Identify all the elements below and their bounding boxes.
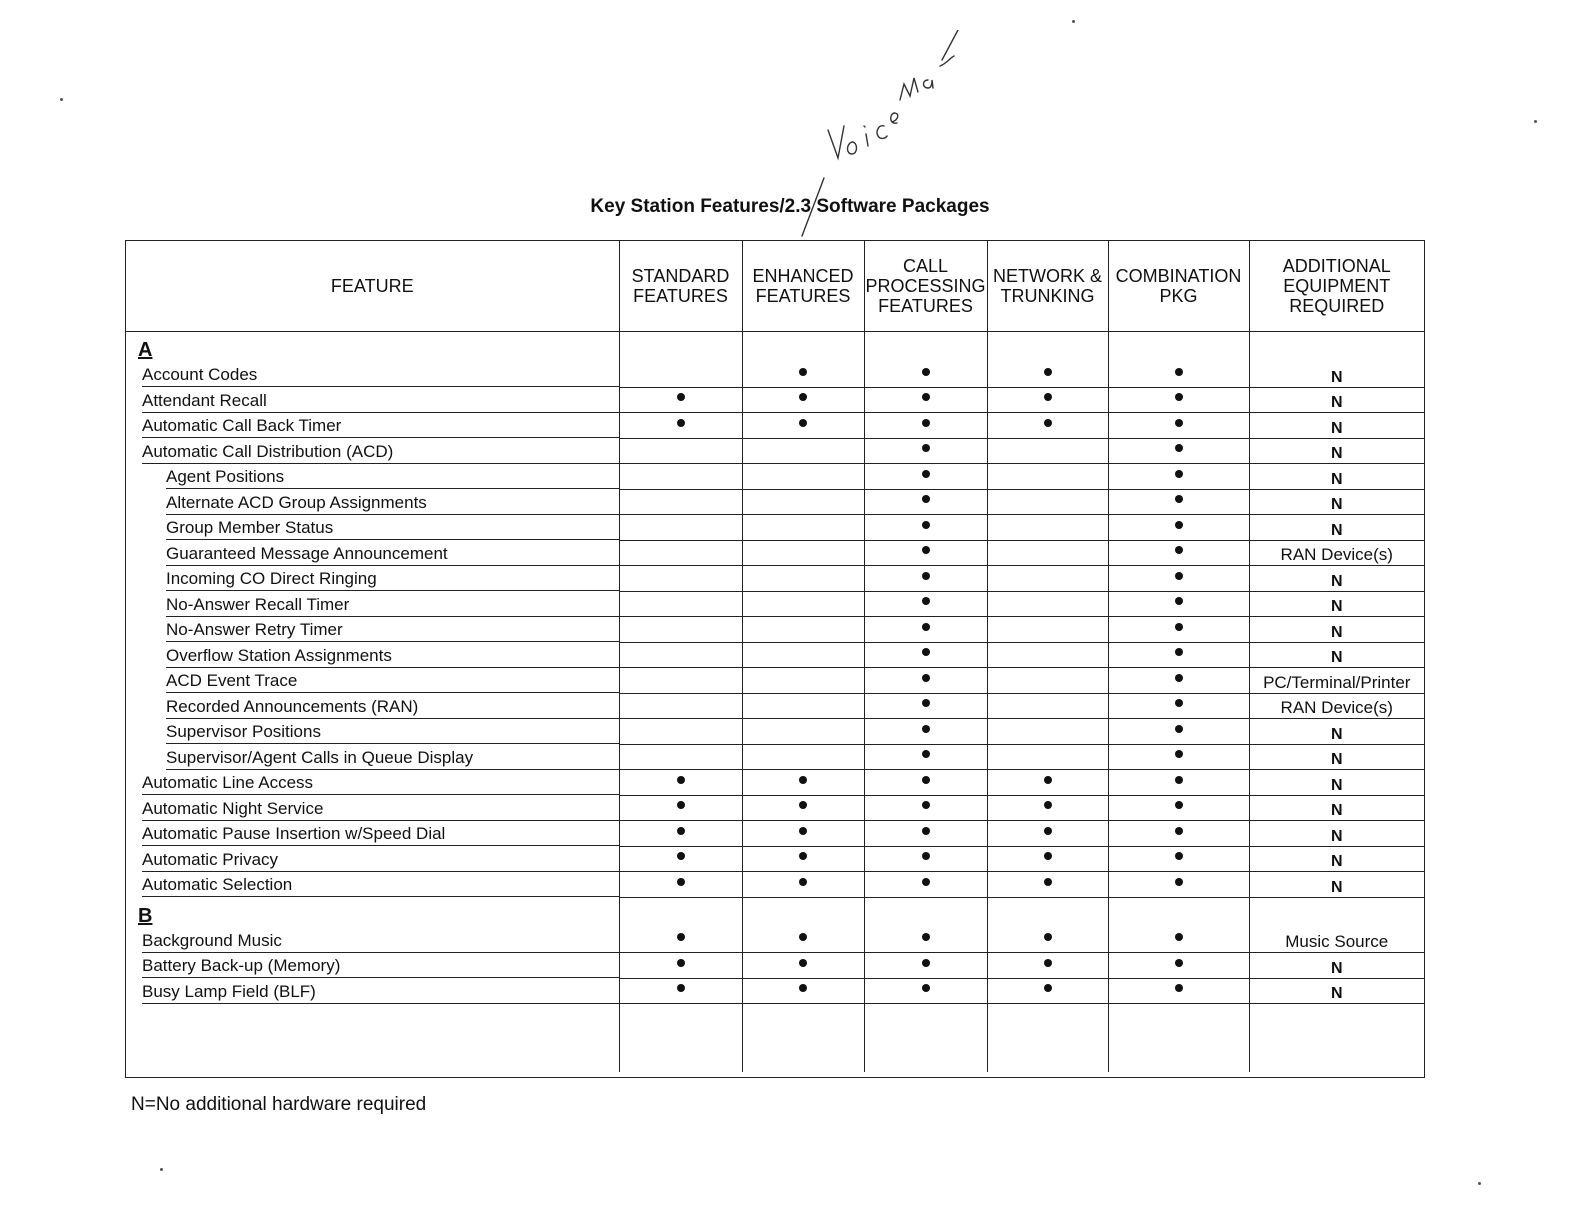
included-dot-icon (1044, 852, 1052, 860)
feature-label: Automatic Pause Insertion w/Speed Dial (142, 824, 619, 846)
cell-combination (1108, 770, 1249, 796)
feature-label: Recorded Announcements (RAN) (166, 697, 619, 719)
cell-standard (619, 821, 742, 847)
included-dot-icon (677, 393, 685, 401)
features-table-frame (125, 240, 1425, 1078)
cell-network (987, 872, 1108, 898)
additional-equipment-value: RAN Device(s) (1249, 540, 1424, 566)
cell-network (987, 978, 1108, 1004)
feature-label: Group Member Status (166, 518, 619, 540)
included-dot-icon (1175, 878, 1183, 886)
feature-label: Background Music (142, 931, 619, 953)
cell-combination (1108, 566, 1249, 592)
cell-enhanced (742, 744, 864, 770)
cell-call-processing (864, 668, 987, 694)
included-dot-icon (922, 521, 930, 529)
scan-speck (1478, 1182, 1481, 1185)
included-dot-icon (799, 776, 807, 784)
included-dot-icon (922, 623, 930, 631)
included-dot-icon (799, 368, 807, 376)
included-dot-icon (922, 750, 930, 758)
cell-network (987, 719, 1108, 745)
included-dot-icon (677, 776, 685, 784)
additional-equipment-value: Music Source (1249, 928, 1424, 953)
cell-combination (1108, 821, 1249, 847)
table-row (126, 515, 1424, 541)
additional-equipment-value: N (1249, 821, 1424, 847)
table-row (126, 846, 1424, 872)
cell-network (987, 928, 1108, 953)
cell-standard (619, 591, 742, 617)
cell-enhanced (742, 413, 864, 439)
cell-network (987, 795, 1108, 821)
included-dot-icon (922, 495, 930, 503)
additional-equipment-value: N (1249, 642, 1424, 668)
cell-combination (1108, 953, 1249, 979)
table-row (126, 413, 1424, 439)
included-dot-icon (922, 444, 930, 452)
included-dot-icon (922, 827, 930, 835)
included-dot-icon (1175, 572, 1183, 580)
included-dot-icon (1175, 852, 1183, 860)
scan-speck (60, 98, 63, 101)
cell-standard (619, 515, 742, 541)
cell-combination (1108, 413, 1249, 439)
included-dot-icon (799, 852, 807, 860)
table-row (126, 693, 1424, 719)
feature-label: Automatic Line Access (142, 773, 619, 795)
included-dot-icon (1175, 725, 1183, 733)
included-dot-icon (1175, 393, 1183, 401)
cell-standard (619, 770, 742, 796)
included-dot-icon (677, 801, 685, 809)
included-dot-icon (799, 801, 807, 809)
cell-call-processing (864, 489, 987, 515)
included-dot-icon (1175, 470, 1183, 478)
additional-equipment-value: N (1249, 438, 1424, 464)
included-dot-icon (799, 933, 807, 941)
included-dot-icon (1044, 959, 1052, 967)
cell-enhanced (742, 617, 864, 643)
table-row (126, 438, 1424, 464)
feature-label: Automatic Night Service (142, 799, 619, 821)
included-dot-icon (677, 419, 685, 427)
cell-combination (1108, 387, 1249, 413)
included-dot-icon (1175, 984, 1183, 992)
cell-network (987, 540, 1108, 566)
cell-standard (619, 693, 742, 719)
cell-standard (619, 413, 742, 439)
included-dot-icon (922, 801, 930, 809)
included-dot-icon (922, 674, 930, 682)
section-row-a (126, 332, 1424, 363)
cell-call-processing (864, 795, 987, 821)
cell-network (987, 642, 1108, 668)
cell-network (987, 770, 1108, 796)
feature-label: No-Answer Recall Timer (166, 595, 619, 617)
cell-enhanced (742, 795, 864, 821)
included-dot-icon (1175, 419, 1183, 427)
cell-combination (1108, 719, 1249, 745)
cell-enhanced (742, 668, 864, 694)
table-row (126, 872, 1424, 898)
included-dot-icon (1175, 827, 1183, 835)
section-label-b: B (138, 904, 153, 927)
additional-equipment-value: N (1249, 591, 1424, 617)
cell-enhanced (742, 770, 864, 796)
cell-standard (619, 744, 742, 770)
cell-enhanced (742, 928, 864, 953)
cell-call-processing (864, 591, 987, 617)
cell-standard (619, 795, 742, 821)
table-row (126, 744, 1424, 770)
included-dot-icon (1175, 674, 1183, 682)
included-dot-icon (922, 368, 930, 376)
cell-combination (1108, 744, 1249, 770)
cell-enhanced (742, 642, 864, 668)
cell-enhanced (742, 515, 864, 541)
table-row (126, 953, 1424, 979)
table-row (126, 978, 1424, 1004)
feature-label: ACD Event Trace (166, 671, 619, 693)
additional-equipment-value: N (1249, 719, 1424, 745)
included-dot-icon (799, 827, 807, 835)
cell-call-processing (864, 744, 987, 770)
cell-enhanced (742, 693, 864, 719)
cell-standard (619, 540, 742, 566)
feature-label: Supervisor/Agent Calls in Queue Display (166, 748, 619, 770)
cell-standard (619, 872, 742, 898)
included-dot-icon (799, 959, 807, 967)
cell-combination (1108, 617, 1249, 643)
additional-equipment-value: N (1249, 770, 1424, 796)
cell-network (987, 566, 1108, 592)
header-combination: COMBINATION PKG (1108, 241, 1249, 332)
cell-call-processing (864, 928, 987, 953)
cell-network (987, 821, 1108, 847)
included-dot-icon (922, 648, 930, 656)
cell-combination (1108, 872, 1249, 898)
cell-enhanced (742, 438, 864, 464)
cell-standard (619, 438, 742, 464)
header-additional: ADDITIONAL EQUIPMENT REQUIRED (1249, 241, 1424, 332)
scan-speck (1534, 120, 1537, 123)
additional-equipment-value: N (1249, 566, 1424, 592)
cell-standard (619, 566, 742, 592)
cell-enhanced (742, 821, 864, 847)
cell-enhanced (742, 387, 864, 413)
cell-combination (1108, 928, 1249, 953)
header-network: NETWORK & TRUNKING (987, 241, 1108, 332)
header-call-processing: CALL PROCESSING FEATURES (864, 241, 987, 332)
cell-call-processing (864, 770, 987, 796)
cell-network (987, 387, 1108, 413)
cell-combination (1108, 489, 1249, 515)
included-dot-icon (1044, 776, 1052, 784)
cell-standard (619, 464, 742, 490)
cell-enhanced (742, 591, 864, 617)
additional-equipment-value: N (1249, 515, 1424, 541)
included-dot-icon (1175, 546, 1183, 554)
feature-label: Agent Positions (166, 467, 619, 489)
table-row (126, 591, 1424, 617)
table-row (126, 617, 1424, 643)
cell-call-processing (864, 846, 987, 872)
header-row (126, 241, 1424, 332)
included-dot-icon (1044, 368, 1052, 376)
additional-equipment-value: N (1249, 617, 1424, 643)
cell-call-processing (864, 719, 987, 745)
additional-equipment-value: N (1249, 744, 1424, 770)
included-dot-icon (1175, 776, 1183, 784)
table-row (126, 642, 1424, 668)
included-dot-icon (1044, 933, 1052, 941)
scan-speck (160, 1168, 163, 1171)
cell-combination (1108, 668, 1249, 694)
cell-standard (619, 928, 742, 953)
feature-label: Battery Back-up (Memory) (142, 956, 619, 978)
cell-call-processing (864, 642, 987, 668)
feature-label: Attendant Recall (142, 391, 619, 413)
included-dot-icon (922, 419, 930, 427)
included-dot-icon (922, 699, 930, 707)
table-row (126, 464, 1424, 490)
cell-call-processing (864, 953, 987, 979)
header-feature: FEATURE (126, 241, 619, 332)
cell-enhanced (742, 978, 864, 1004)
cell-standard (619, 489, 742, 515)
cell-combination (1108, 540, 1249, 566)
included-dot-icon (922, 572, 930, 580)
cell-enhanced (742, 566, 864, 592)
table-row (126, 795, 1424, 821)
feature-label: Account Codes (142, 365, 619, 387)
additional-equipment-value: PC/Terminal/Printer (1249, 668, 1424, 694)
included-dot-icon (1044, 801, 1052, 809)
cell-standard (619, 953, 742, 979)
additional-equipment-value: N (1249, 387, 1424, 413)
feature-label: Automatic Call Back Timer (142, 416, 619, 438)
additional-equipment-value: N (1249, 978, 1424, 1004)
table-row (126, 540, 1424, 566)
additional-equipment-value: N (1249, 846, 1424, 872)
included-dot-icon (677, 827, 685, 835)
included-dot-icon (1175, 623, 1183, 631)
cell-network (987, 846, 1108, 872)
included-dot-icon (677, 959, 685, 967)
table-row (126, 489, 1424, 515)
cell-network (987, 413, 1108, 439)
feature-label: Busy Lamp Field (BLF) (142, 982, 619, 1004)
footnote: N=No additional hardware required (131, 1094, 427, 1115)
cell-combination (1108, 591, 1249, 617)
cell-network (987, 464, 1108, 490)
feature-label: Automatic Selection (142, 875, 619, 897)
included-dot-icon (922, 546, 930, 554)
included-dot-icon (922, 393, 930, 401)
included-dot-icon (1175, 521, 1183, 529)
table-row (126, 362, 1424, 387)
cell-network (987, 438, 1108, 464)
cell-call-processing (864, 566, 987, 592)
cell-call-processing (864, 872, 987, 898)
included-dot-icon (1044, 984, 1052, 992)
cell-standard (619, 617, 742, 643)
table-row (126, 719, 1424, 745)
table-row (126, 387, 1424, 413)
included-dot-icon (922, 933, 930, 941)
included-dot-icon (1175, 933, 1183, 941)
additional-equipment-value: RAN Device(s) (1249, 693, 1424, 719)
cell-standard (619, 387, 742, 413)
cell-call-processing (864, 387, 987, 413)
included-dot-icon (922, 959, 930, 967)
table-row (126, 770, 1424, 796)
included-dot-icon (1175, 495, 1183, 503)
cell-network (987, 591, 1108, 617)
header-standard: STANDARD FEATURES (619, 241, 742, 332)
cell-combination (1108, 693, 1249, 719)
included-dot-icon (1175, 750, 1183, 758)
header-enhanced: ENHANCED FEATURES (742, 241, 864, 332)
included-dot-icon (677, 852, 685, 860)
cell-call-processing (864, 693, 987, 719)
cell-combination (1108, 642, 1249, 668)
included-dot-icon (1044, 393, 1052, 401)
included-dot-icon (677, 984, 685, 992)
included-dot-icon (922, 597, 930, 605)
additional-equipment-value: N (1249, 489, 1424, 515)
included-dot-icon (922, 776, 930, 784)
page-title: Key Station Features/2.3 Software Packages (590, 196, 990, 217)
additional-equipment-value: N (1249, 464, 1424, 490)
included-dot-icon (1175, 597, 1183, 605)
cell-network (987, 693, 1108, 719)
cell-enhanced (742, 719, 864, 745)
feature-label: Automatic Privacy (142, 850, 619, 872)
cell-call-processing (864, 617, 987, 643)
additional-equipment-value: N (1249, 413, 1424, 439)
cell-call-processing (864, 540, 987, 566)
feature-label: Guaranteed Message Announcement (166, 544, 619, 566)
cell-network (987, 362, 1108, 387)
cell-combination (1108, 362, 1249, 387)
included-dot-icon (799, 393, 807, 401)
included-dot-icon (922, 470, 930, 478)
handwritten-annotation (800, 30, 1000, 260)
cell-standard (619, 668, 742, 694)
feature-label: Supervisor Positions (166, 722, 619, 744)
included-dot-icon (922, 852, 930, 860)
handwritten-voice-mail-signature (800, 30, 1000, 260)
cell-combination (1108, 515, 1249, 541)
cell-network (987, 668, 1108, 694)
included-dot-icon (1044, 419, 1052, 427)
feature-label: Overflow Station Assignments (166, 646, 619, 668)
included-dot-icon (1175, 699, 1183, 707)
cell-network (987, 489, 1108, 515)
cell-enhanced (742, 953, 864, 979)
cell-enhanced (742, 846, 864, 872)
cell-call-processing (864, 464, 987, 490)
included-dot-icon (799, 419, 807, 427)
included-dot-icon (1175, 801, 1183, 809)
cell-standard (619, 362, 742, 387)
included-dot-icon (1175, 959, 1183, 967)
cell-call-processing (864, 438, 987, 464)
table-row (126, 668, 1424, 694)
cell-network (987, 744, 1108, 770)
table-row (126, 821, 1424, 847)
included-dot-icon (922, 984, 930, 992)
features-table (126, 241, 1424, 1072)
included-dot-icon (922, 725, 930, 733)
cell-standard (619, 642, 742, 668)
cell-call-processing (864, 362, 987, 387)
included-dot-icon (1044, 878, 1052, 886)
cell-combination (1108, 846, 1249, 872)
empty-filler-row (126, 1004, 1424, 1073)
table-row (126, 566, 1424, 592)
cell-combination (1108, 464, 1249, 490)
cell-network (987, 515, 1108, 541)
cell-enhanced (742, 872, 864, 898)
included-dot-icon (922, 878, 930, 886)
additional-equipment-value: N (1249, 953, 1424, 979)
table-row (126, 928, 1424, 953)
cell-combination (1108, 978, 1249, 1004)
included-dot-icon (677, 933, 685, 941)
cell-standard (619, 978, 742, 1004)
additional-equipment-value: N (1249, 362, 1424, 387)
cell-call-processing (864, 413, 987, 439)
section-label-a: A (138, 339, 153, 361)
included-dot-icon (677, 878, 685, 886)
cell-network (987, 617, 1108, 643)
scan-speck (1072, 20, 1075, 23)
additional-equipment-value: N (1249, 795, 1424, 821)
cell-call-processing (864, 978, 987, 1004)
cell-combination (1108, 438, 1249, 464)
cell-call-processing (864, 821, 987, 847)
feature-label: Incoming CO Direct Ringing (166, 569, 619, 591)
feature-label: No-Answer Retry Timer (166, 620, 619, 642)
additional-equipment-value: N (1249, 872, 1424, 898)
section-row-b (126, 897, 1424, 928)
cell-standard (619, 719, 742, 745)
cell-enhanced (742, 362, 864, 387)
cell-network (987, 953, 1108, 979)
cell-call-processing (864, 515, 987, 541)
included-dot-icon (799, 878, 807, 886)
included-dot-icon (1175, 648, 1183, 656)
feature-label: Automatic Call Distribution (ACD) (142, 442, 619, 464)
included-dot-icon (1044, 827, 1052, 835)
cell-enhanced (742, 540, 864, 566)
included-dot-icon (799, 984, 807, 992)
cell-standard (619, 846, 742, 872)
included-dot-icon (1175, 444, 1183, 452)
cell-combination (1108, 795, 1249, 821)
included-dot-icon (1175, 368, 1183, 376)
feature-label: Alternate ACD Group Assignments (166, 493, 619, 515)
table-body (126, 332, 1424, 1073)
cell-enhanced (742, 489, 864, 515)
cell-enhanced (742, 464, 864, 490)
